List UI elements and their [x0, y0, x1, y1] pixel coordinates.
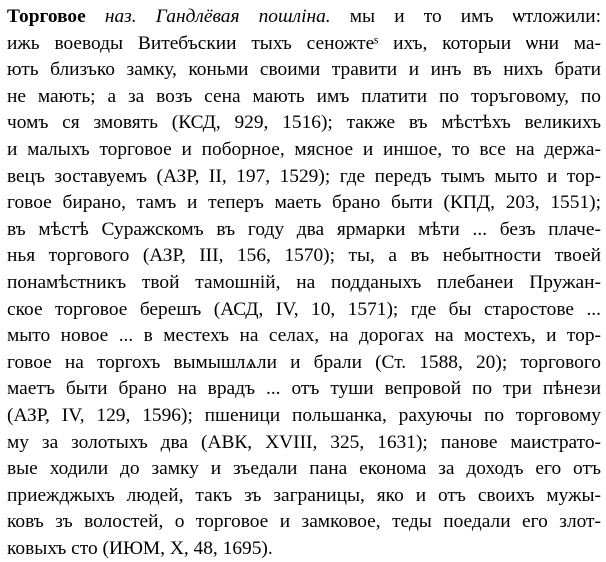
entry-line-8: говое бирано, тамъ и теперъ маеть брано быти (КПД, 203, 1551); — [7, 192, 601, 214]
entry-line-16: (АЗР, IV, 129, 1596); пшеници польшанка, рахуючы по торговому — [7, 404, 601, 426]
entry-line-18: вые ходили до замку и зъедали пана економа за доходъ его отъ — [7, 458, 601, 480]
headword: Торговое — [7, 6, 86, 27]
entry-line-17: му за золотыхъ два (АВК, XVIII, 325, 1631); панове маистрато- — [7, 431, 601, 453]
dictionary-entry — [7, 4, 601, 559]
entry-line-2: ижь воеводы Витебъскии тыхъ сеножтеˢ ихъ, которыи ѡни ма- — [7, 32, 601, 54]
entry-text: мы и то имъ ѡтложили: — [330, 6, 601, 27]
entry-line-11: понамѣстникъ твой тамошній, на подданыхъ плебанеи Пружан- — [7, 271, 601, 293]
entry-line-5: чомъ ся змовять (КСД, 929, 1516); также въ мѣстѣхъ великихъ — [7, 112, 601, 134]
entry-line-20: ковъ зъ волостей, о торговое и замковое, теды поедали его злот- — [7, 511, 601, 533]
entry-line-19: приежджыхъ людей, такъ зъ заграницы, яко и отъ своихъ мужы- — [7, 484, 601, 506]
entry-line-14: говое на торгохъ вымышлѧли и брали (Ст. 1588, 20); торгового — [7, 351, 601, 373]
entry-line-6: и малыхъ торговое и поборное, мясное и иншое, то все на держа- — [7, 138, 601, 160]
entry-line-3: ють близъко замку, коньми своими травити и инъ въ нихъ брати — [7, 59, 601, 81]
entry-line-13: мыто новое ... в местехъ на селах, на дорогах на мостехъ, и тор- — [7, 325, 601, 347]
entry-line-12: ское торговое берешъ (АСД, IV, 10, 1571); где бы старостове ... — [7, 298, 601, 320]
entry-line-21: ковыхъ сто (ИЮМ, X, 48, 1695). — [7, 537, 273, 559]
entry-line-7: вецъ зоставуемъ (АЗР, II, 197, 1529); где передъ тымъ мыто и тор- — [7, 165, 601, 187]
entry-line-4: не мають; а за возъ сена мають имъ платити по торъговому, по — [7, 85, 601, 107]
entry-line-1 — [7, 4, 601, 31]
entry-line-15: маетъ быти брано на врадъ ... отъ туши вепровой по три пѣнези — [7, 378, 601, 400]
gloss: наз. Гандлёвая пошліна. — [104, 6, 331, 27]
entry-line-9: въ мѣстѣ Суражскомъ въ году два ярмарки мѣти ... безъ плаче- — [7, 218, 601, 240]
entry-line-10: нья торгового (АЗР, III, 156, 1570); ты, а въ небытности твоей — [7, 245, 601, 267]
